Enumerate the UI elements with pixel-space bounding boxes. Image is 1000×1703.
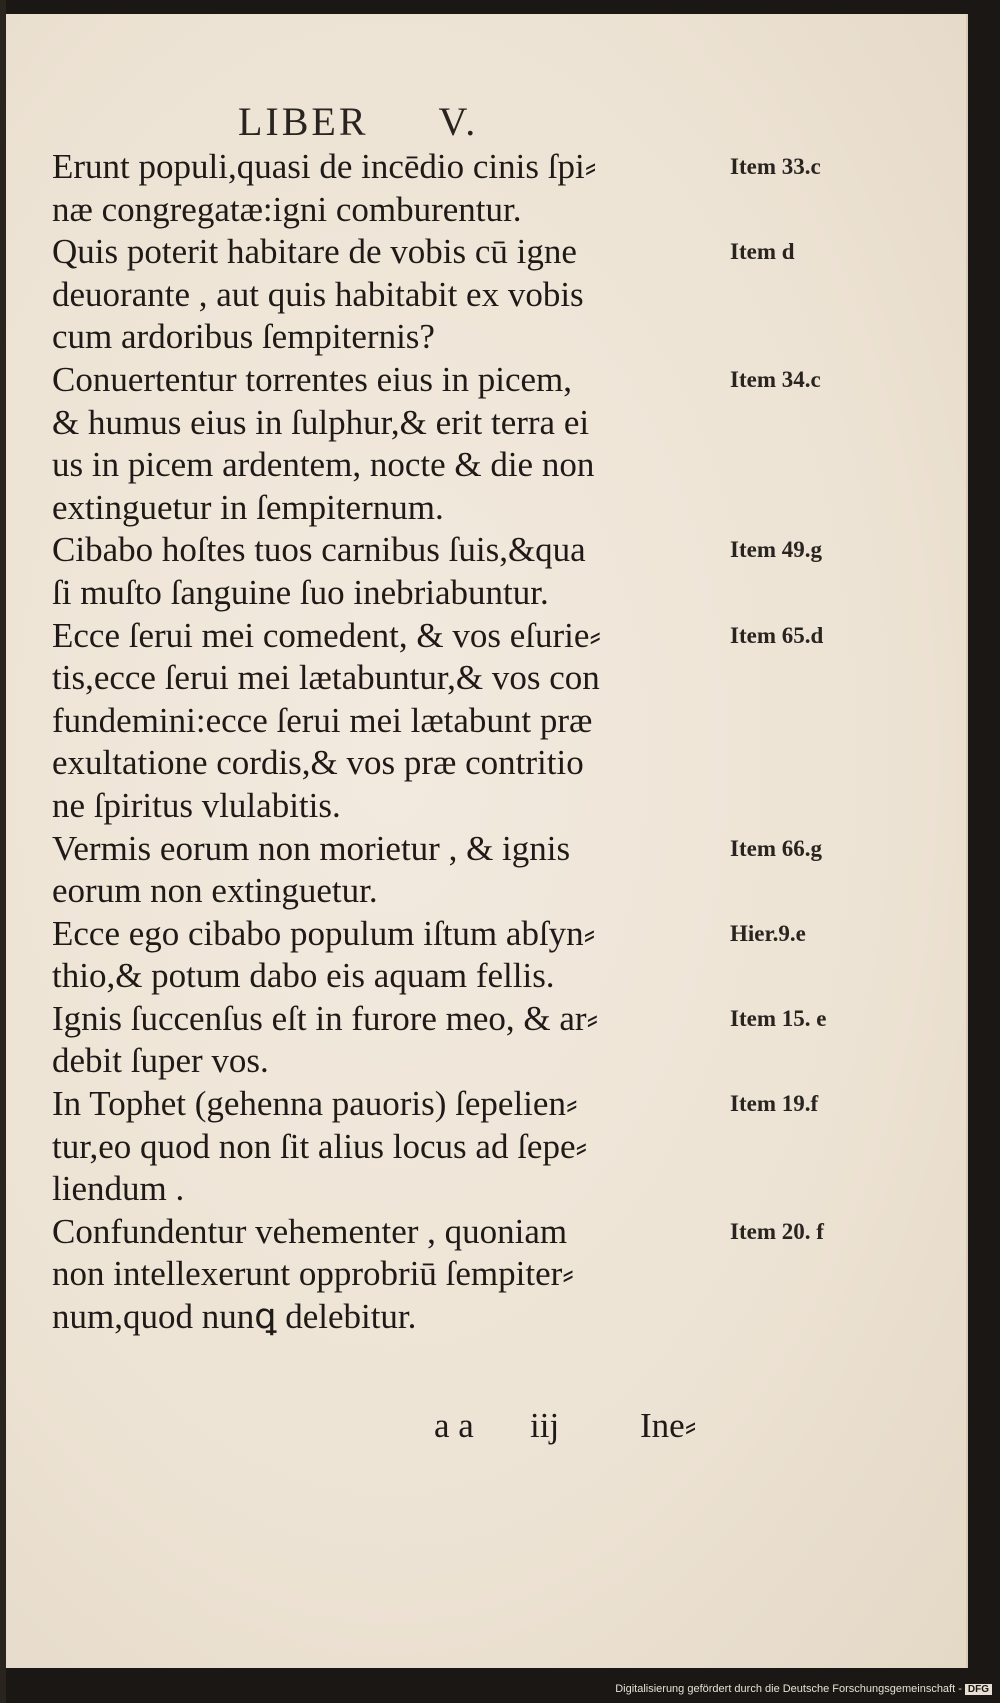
text-line: ſi muſto ſanguine ſuo inebriabuntur. — [52, 572, 549, 612]
text-line: liendum . — [52, 1169, 185, 1209]
margin-note: Item 20. f — [730, 1219, 824, 1244]
margin-note: Item d — [730, 239, 795, 265]
text-line: deuorante , aut quis habitabit ex vobis — [52, 274, 584, 314]
running-head-title: LIBER — [238, 99, 369, 144]
text-line: Conuertentur torrentes eius in picem, — [52, 359, 572, 399]
text-line: tur,eo quod non ſit alius locus ad ſepe⸗ — [52, 1126, 588, 1166]
text-line: tis,ecce ſerui mei lætabuntur,& vos con — [52, 658, 600, 698]
text-line: næ congregatæ:igni comburentur. — [52, 189, 522, 229]
dfg-logo: DFG — [965, 1684, 992, 1695]
text-line: thio,& potum dabo eis aquam fellis. — [52, 956, 555, 996]
text-line: Confundentur vehementer , quoniam — [52, 1211, 568, 1251]
margin-note: Item 49.g — [730, 537, 822, 563]
text-line: extinguetur in ſempiternum. — [52, 487, 444, 527]
text-line: us in picem ardentem, nocte & die non — [52, 445, 595, 485]
text-line: Ecce ego cibabo populum iſtum abſyn⸗ — [52, 913, 596, 953]
digitization-credit — [615, 1683, 992, 1695]
text-line: exultatione cordis,& vos præ contritio — [52, 743, 584, 783]
text-line: In Tophet (gehenna pauoris) ſepelien⸗ — [52, 1084, 578, 1124]
catchword: Ine⸗ — [640, 1406, 697, 1445]
main-text — [52, 146, 724, 1339]
text-line: Ecce ſerui mei comedent, & vos eſurie⸗ — [52, 615, 602, 655]
credit-text: Digitalisierung gefördert durch die Deutsche Forschungsgemeinschaft - — [615, 1683, 962, 1695]
text-line: Vermis eorum non morietur , & ignis — [52, 828, 571, 868]
margin-note: Item 33.c — [730, 154, 821, 179]
text-line: Cibabo hoſtes tuos carnibus ſuis,&qua — [52, 530, 586, 570]
signature-number: iij — [530, 1406, 560, 1445]
running-head-number: V. — [438, 99, 479, 144]
text-line: fundemini:ecce ſerui mei lætabunt præ — [52, 700, 593, 740]
text-line: non intellexerunt opprobriū ſempiter⸗ — [52, 1254, 574, 1294]
text-line: debit ſuper vos. — [52, 1041, 269, 1081]
margin-note: Item 19.f — [730, 1091, 819, 1117]
margin-note: Item 65.d — [730, 622, 824, 648]
margin-note: Hier.9.e — [730, 920, 806, 946]
text-line: Quis poterit habitare de vobis cū igne — [52, 232, 577, 272]
text-line: num,quod nunꝗ delebitur. — [52, 1297, 417, 1337]
margin-note: Item 66.g — [730, 835, 822, 861]
margin-note: Item 34.c — [730, 367, 821, 392]
text-line: eorum non extinguetur. — [52, 871, 378, 911]
text-line: & humus eius in ſulphur,& erit terra ei — [52, 402, 590, 442]
signature-line — [434, 1406, 794, 1446]
margin-note: Item 15. e — [730, 1006, 827, 1031]
text-line: ne ſpiritus vlulabitis. — [52, 785, 341, 825]
running-head — [238, 98, 478, 145]
text-line: Ignis ſuccenſus eſt in furore meo, & ar⸗ — [52, 998, 599, 1038]
signature-mark: a a — [434, 1406, 474, 1445]
text-line: cum ardoribus ſempiternis? — [52, 317, 435, 357]
book-page — [6, 14, 968, 1668]
text-line: Erunt populi,quasi de incēdio cinis ſpi⸗ — [52, 147, 597, 186]
